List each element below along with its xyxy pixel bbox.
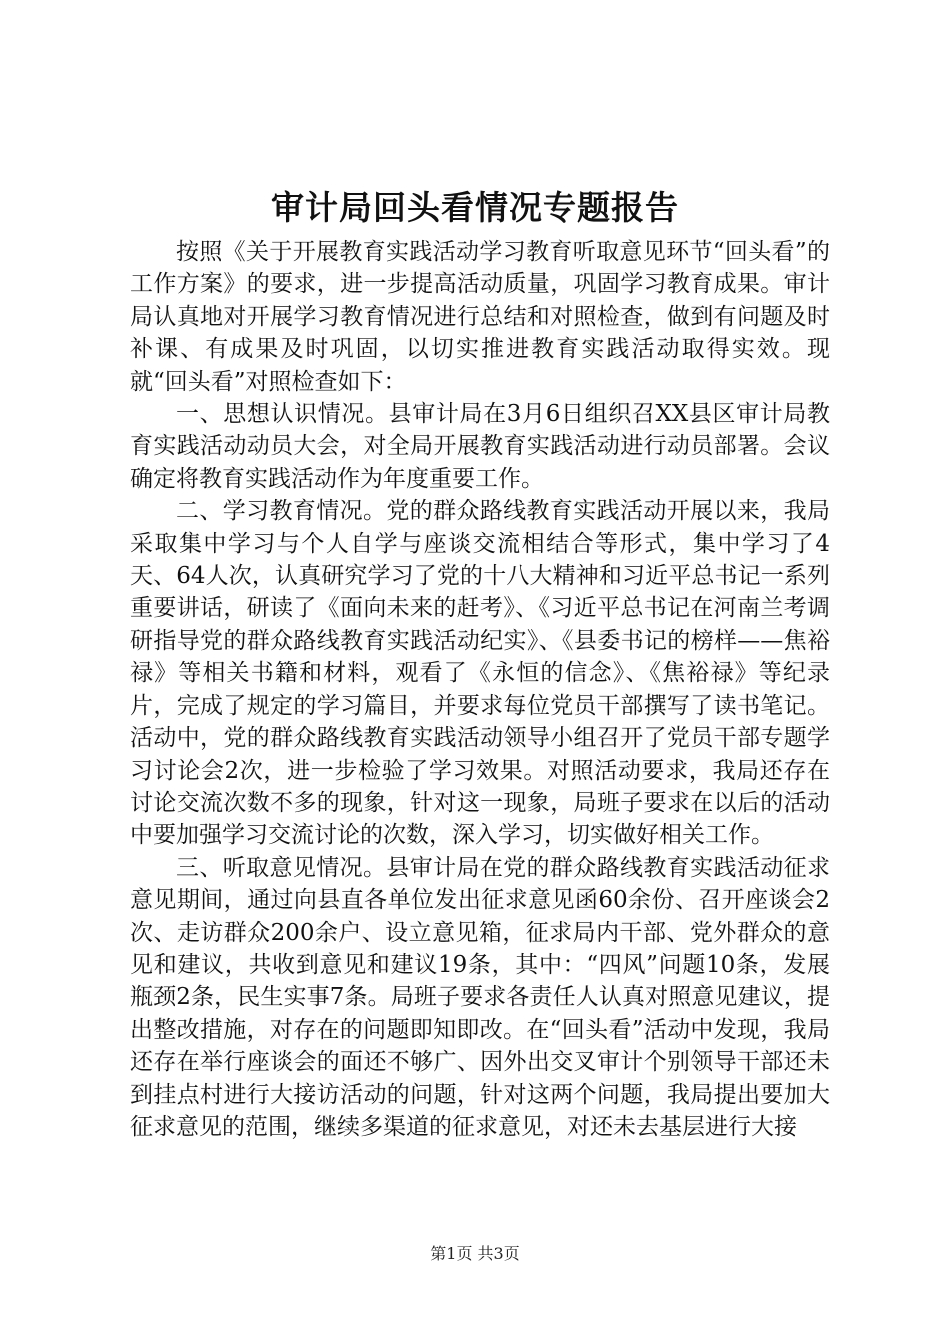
paragraph-section-2: 二、学习教育情况。党的群众路线教育实践活动开展以来，我局采取集中学习与个人自学与座谈交流相结合等形式，集中学习了4天、64人次，认真研究学习了党的十八大精神和习近平总书记一系列重要讲话，研读了《面向未来的赶考》、《习近平总书记在河南兰考调研指导党的群众路线教育实践活动纪实》、《县委书记的榜样——焦裕禄》等相关书籍和材料，观看了《永恒的信念》、《焦裕禄》等纪录片，完成了规定的学习篇目，并要求每位党员干部撰写了读书笔记。活动中，党的群众路线教育实践活动领导小组召开了党员干部专题学习讨论会2次，进一步检验了学习效果。对照活动要求，我局还存在讨论交流次数不多的现象，针对这一现象，局班子要求在以后的活动中要加强学习交流讨论的次数，深入学习，切实做好相关工作。: [130, 498, 830, 849]
document-body: [130, 236, 830, 1143]
paragraph-section-1: 一、思想认识情况。县审计局在3月6日组织召XX县区审计局教育实践活动动员大会，对全局开展教育实践活动进行动员部署。会议确定将教育实践活动作为年度重要工作。: [130, 401, 830, 492]
paragraph-section-3: 三、听取意见情况。县审计局在党的群众路线教育实践活动征求意见期间，通过向县直各单位发出征求意见函60余份、召开座谈会2次、走访群众200余户、设立意见箱，征求局内干部、党外群众的意见和建议，共收到意见和建议19条，其中：“四风”问题10条，发展瓶颈2条，民生实事7条。局班子要求各责任人认真对照意见建议，提出整改措施，对存在的问题即知即改。在“回头看”活动中发现，我局还存在举行座谈会的面还不够广、因外出交叉审计个别领导干部还未到挂点村进行大接访活动的问题，针对这两个问题，我局提出要加大征求意见的范围，继续多渠道的征求意见，对还未去基层进行大接: [130, 854, 830, 1140]
page-footer: 第1页 共3页: [430, 1244, 520, 1263]
document-title: 审计局回头看情况专题报告: [271, 188, 679, 227]
paragraph-intro: 按照《关于开展教育实践活动学习教育听取意见环节“回头看”的工作方案》的要求，进一步提高活动质量，巩固学习教育成果。审计局认真地对开展学习教育情况进行总结和对照检查，做到有问题及时补课、有成果及时巩固，以切实推进教育实践活动取得实效。现就“回头看”对照检查如下：: [130, 239, 830, 395]
